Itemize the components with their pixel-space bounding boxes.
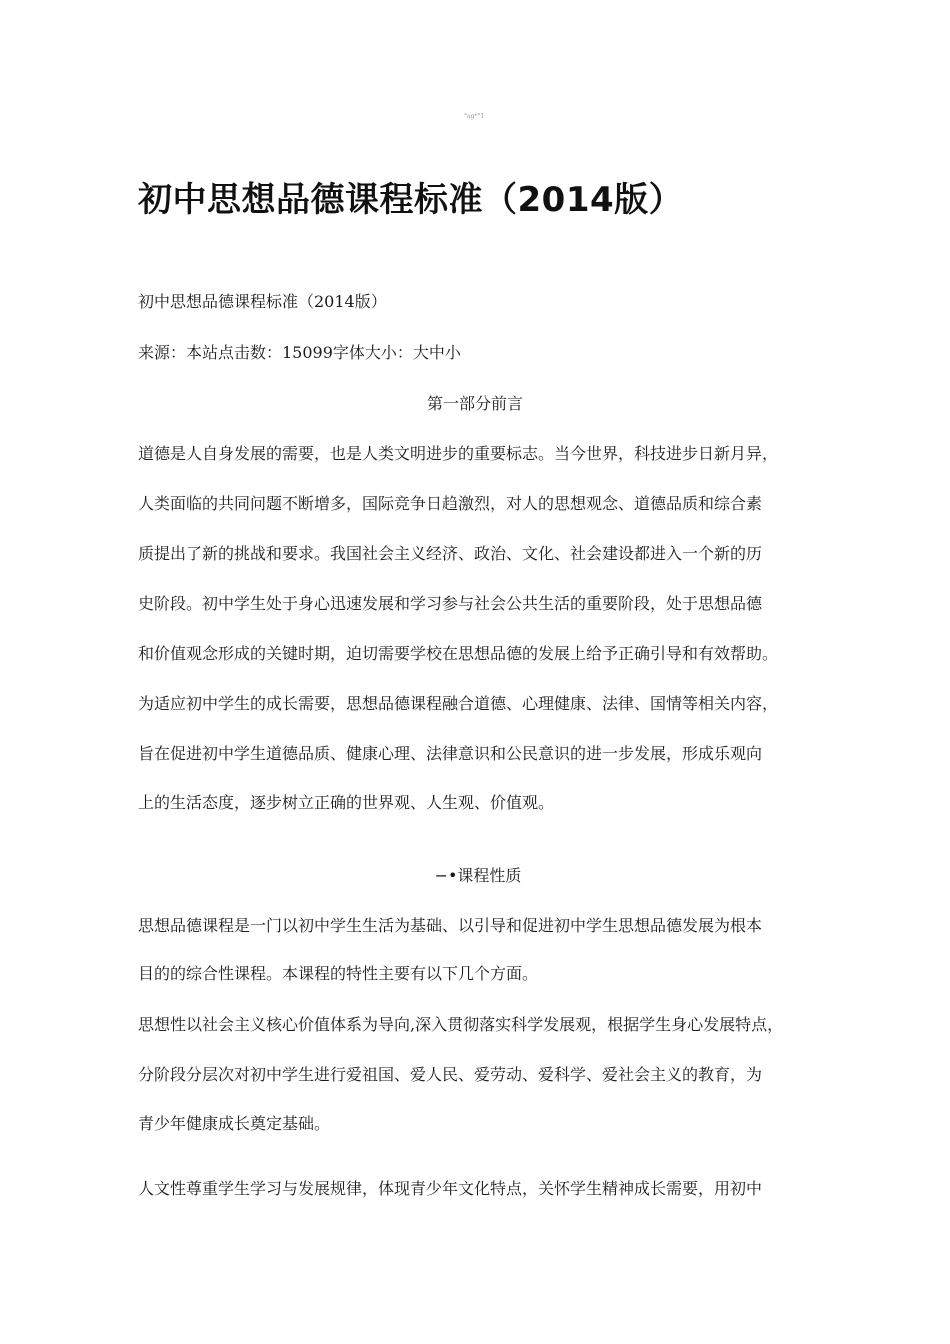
paragraph-line: 思想品德课程是一门以初中学生生活为基础、以引导和促进初中学生思想品德发展为根本: [138, 916, 763, 935]
header-mark: °ag*°1: [464, 113, 485, 120]
paragraph-line: 青少年健康成长奠定基础。: [138, 1114, 331, 1133]
document-subtitle: 初中思想品德课程标准（2014版）: [138, 292, 387, 311]
paragraph-line: 人类面临的共同问题不断增多，国际竞争日趋激烈，对人的思想观念、道德品质和综合素: [138, 494, 763, 513]
paragraph-line: 人文性尊重学生学习与发展规律，体现青少年文化特点，关怀学生精神成长需要，用初中: [138, 1179, 763, 1198]
paragraph-line: 和价值观念形成的关键时期，迫切需要学校在思想品德的发展上给予正确引导和有效帮助。: [138, 644, 779, 663]
paragraph-line: 分阶段分层次对初中学生进行爱祖国、爱人民、爱劳动、爱科学、爱社会主义的教育，为: [138, 1065, 763, 1084]
paragraph-line: 为适应初中学生的成长需要，思想品德课程融合道德、心理健康、法律、国情等相关内容，: [138, 694, 779, 713]
paragraph-line: 道德是人自身发展的需要，也是人类文明进步的重要标志。当今世界，科技进步日新月异，: [138, 444, 779, 463]
paragraph-line: 质提出了新的挑战和要求。我国社会主义经济、政治、文化、社会建设都进入一个新的历: [138, 544, 763, 563]
paragraph-line: 目的的综合性课程。本课程的特性主要有以下几个方面。: [138, 964, 539, 983]
section-heading: 第一部分前言: [426, 394, 523, 413]
paragraph-line: 思想性以社会主义核心价值体系为导向,深入贯彻落实科学发展观，根据学生身心发展特点，: [138, 1015, 784, 1034]
paragraph-line: 史阶段。初中学生处于身心迅速发展和学习参与社会公共生活的重要阶段，处于思想品德: [138, 594, 763, 613]
paragraph-line: 旨在促进初中学生道德品质、健康心理、法律意识和公民意识的进一步发展，形成乐观向: [138, 744, 763, 763]
source-meta-line: 来源：本站点击数：15099字体大小：大中小: [138, 343, 461, 362]
document-title: 初中思想品德课程标准（2014版）: [138, 180, 684, 220]
paragraph-line: 上的生活态度，逐步树立正确的世界观、人生观、价值观。: [138, 793, 555, 812]
subsection-heading: −•课程性质: [434, 866, 522, 885]
